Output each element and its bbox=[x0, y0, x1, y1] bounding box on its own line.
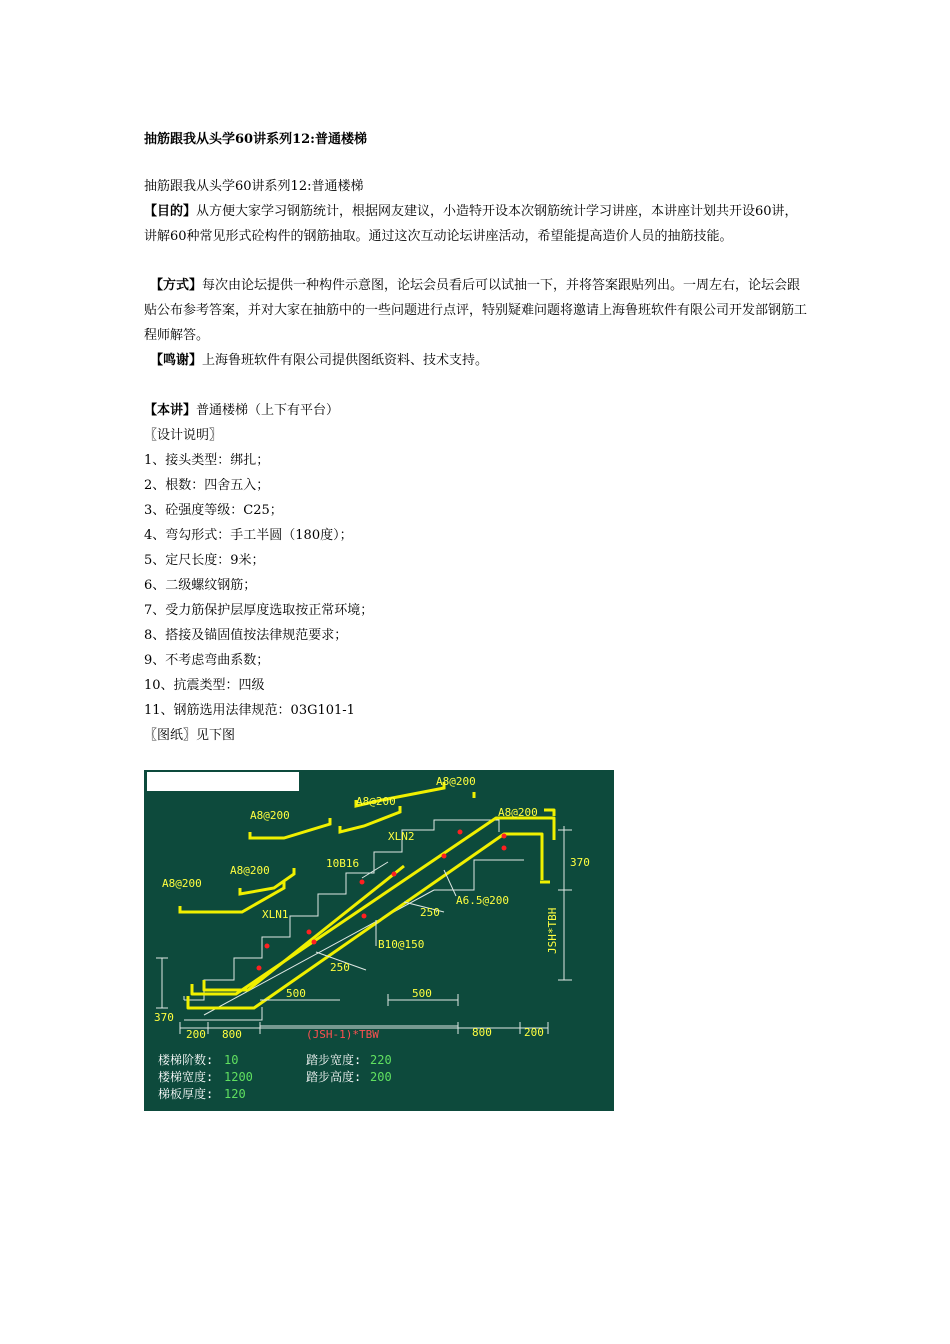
label-800-left: 800 bbox=[222, 1028, 242, 1041]
info-width-value: 1200 bbox=[224, 1070, 253, 1084]
label-370-left: 370 bbox=[154, 1011, 174, 1024]
info-tread-height-label: 踏步高度: bbox=[306, 1070, 362, 1084]
info-tread-height-value: 200 bbox=[370, 1070, 392, 1084]
purpose-tag: 【目的】 bbox=[144, 204, 197, 219]
label-250-lower: 250 bbox=[330, 961, 350, 974]
thanks-text: 上海鲁班软件有限公司提供图纸资料、技术支持。 bbox=[202, 353, 489, 368]
design-item: 9、不考虑弯曲系数； bbox=[144, 653, 270, 668]
thanks-tag: 【鸣谢】 bbox=[150, 353, 203, 368]
stair-rebar-drawing bbox=[144, 770, 614, 1111]
method-tag: 【方式】 bbox=[150, 278, 203, 293]
design-item: 2、根数：四舍五入； bbox=[144, 478, 270, 493]
info-tread-width-label: 踏步宽度: bbox=[306, 1053, 362, 1067]
info-width-label: 楼梯宽度: bbox=[158, 1070, 214, 1084]
label-a8-4: A8@200 bbox=[498, 806, 538, 819]
design-item: 8、搭接及锚固值按法律规范要求； bbox=[144, 628, 348, 643]
info-thick-label: 梯板厚度: bbox=[158, 1087, 214, 1101]
label-250-upper: 250 bbox=[420, 906, 440, 919]
design-item: 4、弯勾形式：手工半圆（180度）； bbox=[144, 528, 353, 543]
label-500-right: 500 bbox=[412, 987, 432, 1000]
design-item: 10、抗震类型：四级 bbox=[144, 678, 265, 693]
lecture-line bbox=[144, 398, 339, 423]
purpose-text: 从方便大家学习钢筋统计，根据网友建议，小造特开设本次钢筋统计学习讲座，本讲座计划共开设60讲，讲解60种常见形式砼构件的钢筋抽取。通过这次互动论坛讲座活动，希望能提高造价人员的抽筋技能。 bbox=[144, 204, 798, 244]
label-xln2: XLN2 bbox=[388, 830, 415, 843]
label-800-right: 800 bbox=[472, 1026, 492, 1039]
label-jsh-tbh: JSH*TBH bbox=[546, 907, 559, 954]
info-thick-value: 120 bbox=[224, 1087, 246, 1101]
label-a8-6: A8@200 bbox=[162, 877, 202, 890]
lecture-text: 普通楼梯（上下有平台） bbox=[196, 403, 340, 418]
design-item: 5、定尺长度：9米； bbox=[144, 553, 265, 568]
design-item: 11、钢筋选用法律规范：03G101-1 bbox=[144, 703, 355, 718]
info-tread-width-value: 220 bbox=[370, 1053, 392, 1067]
stair-drawing-svg bbox=[144, 770, 614, 1111]
document-title: 抽筋跟我从头学60讲系列12:普通楼梯 bbox=[144, 132, 367, 147]
label-a8-5: A8@200 bbox=[230, 864, 270, 877]
title-strip bbox=[147, 772, 299, 791]
label-b10: B10@150 bbox=[378, 938, 425, 951]
design-item: 7、受力筋保护层厚度选取按正常环境； bbox=[144, 603, 374, 618]
label-a8-1: A8@200 bbox=[250, 809, 290, 822]
thanks-paragraph bbox=[150, 348, 488, 373]
label-mid-span: (JSH-1)*TBW bbox=[306, 1028, 379, 1041]
document-subtitle: 抽筋跟我从头学60讲系列12:普通楼梯 bbox=[144, 179, 364, 194]
label-200-left: 200 bbox=[186, 1028, 206, 1041]
method-text: 每次由论坛提供一种构件示意图，论坛会员看后可以试抽一下，并将答案跟贴列出。一周左右，论坛会跟贴公布参考答案，并对大家在抽筋中的一些问题进行点评，特别疑难问题将邀请上海鲁班软件有限公司开发部钢筋工程师解答。 bbox=[144, 278, 808, 343]
drawing-heading: 〖图纸〗见下图 bbox=[144, 728, 236, 743]
label-a8-2: A8@200 bbox=[356, 795, 396, 808]
purpose-paragraph bbox=[144, 199, 810, 249]
label-a8-3: A8@200 bbox=[436, 775, 476, 788]
design-heading: 〖设计说明〗 bbox=[144, 428, 223, 443]
design-item: 6、二级螺纹钢筋； bbox=[144, 578, 257, 593]
lecture-tag: 【本讲】 bbox=[144, 403, 197, 418]
label-200-right: 200 bbox=[524, 1026, 544, 1039]
label-10b16: 10B16 bbox=[326, 857, 360, 870]
info-steps-label: 楼梯阶数: bbox=[158, 1053, 214, 1067]
method-paragraph bbox=[144, 273, 810, 348]
design-item: 1、接头类型：绑扎； bbox=[144, 453, 270, 468]
label-xln1: XLN1 bbox=[262, 908, 289, 921]
label-500-left: 500 bbox=[286, 987, 306, 1000]
label-370-right: 370 bbox=[570, 856, 590, 869]
info-steps-value: 10 bbox=[224, 1053, 239, 1067]
design-item: 3、砼强度等级：C25； bbox=[144, 503, 283, 518]
label-a65: A6.5@200 bbox=[456, 894, 509, 907]
